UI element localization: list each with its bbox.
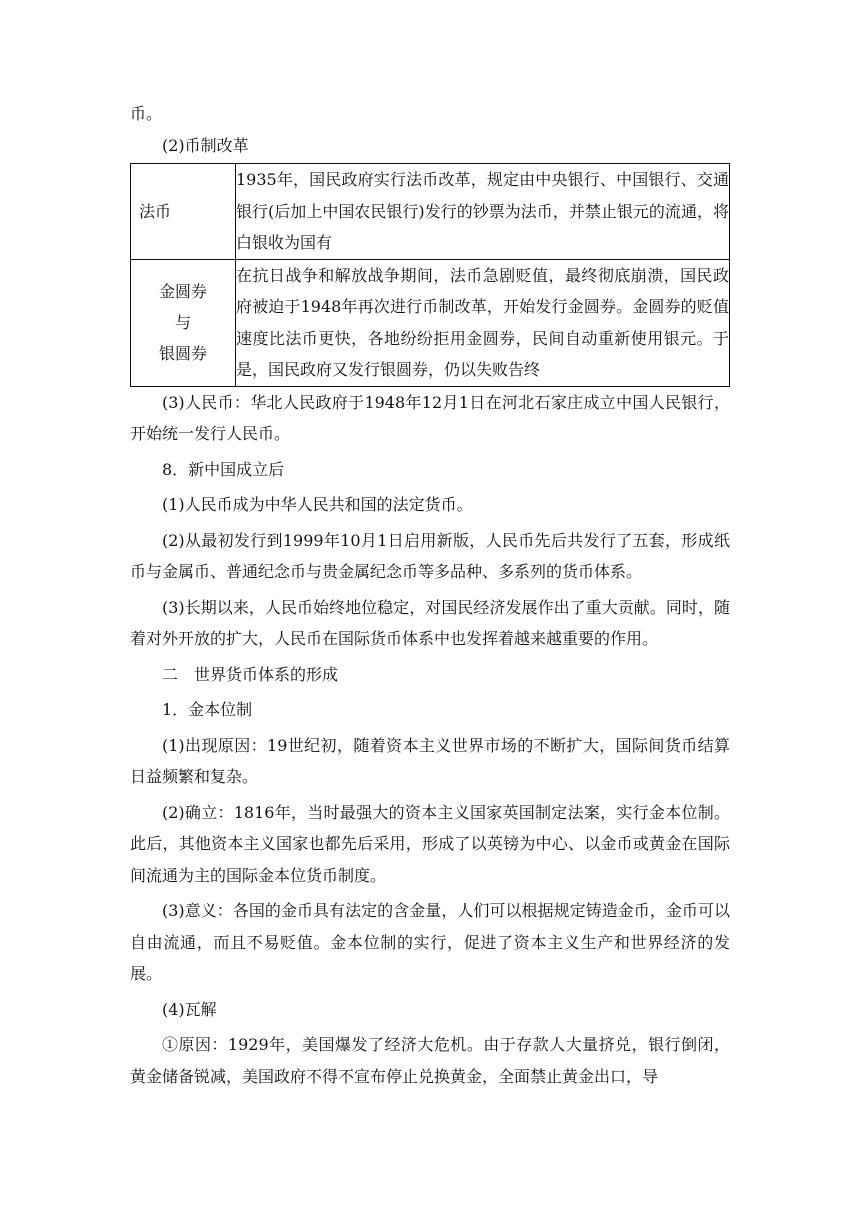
paragraph-item: ①原因：1929年，美国爆发了经济大危机。由于存款人大量挤兑，银行倒闭，黄金储备锐减，美国政府不得不宣布停止兑换黄金，全面禁止黄金出口，导 (130, 1035, 730, 1086)
paragraph-item: (3)意义：各国的金币具有法定的含金量，人们可以根据规定铸造金币，金币可以自由流通，而且不易贬值。金本位制的实行，促进了资本主义生产和世界经济的发展。 (130, 901, 730, 983)
term-jinyuanquan: 金圆券 (158, 282, 207, 301)
paragraph-item: (3)长期以来，人民币始终地位稳定，对国民经济发展作出了重大贡献。同时，随着对外开放的扩大，人民币在国际货币体系中也发挥着越来越重要的作用。 (130, 597, 730, 648)
term-fabi: 法币 (139, 201, 172, 221)
paragraph-continuation: 币。 (130, 104, 163, 123)
section-heading-world-currency: 二 世界货币体系的形成 (162, 664, 339, 684)
table-row (131, 164, 730, 260)
table-row (131, 259, 730, 386)
currency-reform-table (130, 163, 730, 387)
table-desc-cell: 在抗日战争和解放战争期间，法币急剧贬值，最终彻底崩溃，国民政府被迫于1948年再次进行币制改革，开始发行金圆券。金圆券的贬值速度比法币更快，各地纷纷拒用金圆券，民间自动重新使用银元。于是，国民政府又发行银圆券，仍以失败告终 (236, 259, 730, 386)
paragraph-item: (1)人民币成为中华人民共和国的法定货币。 (162, 495, 473, 514)
subheading-collapse: (4)瓦解 (162, 999, 217, 1019)
table-term-cell (131, 259, 236, 386)
heading-gold-standard: 1．金本位制 (162, 700, 253, 719)
paragraph-item: (2)从最初发行到1999年10月1日启用新版，人民币先后共发行了五套，形成纸币与金属币、普通纪念币与贵金属纪念币等多品种、多系列的货币体系。 (130, 530, 730, 581)
table-desc-cell: 1935年，国民政府实行法币改革，规定由中央银行、中国银行、交通银行(后加上中国农民银行)发行的钞票为法币，并禁止银元的流通，将白银收为国有 (236, 164, 730, 260)
paragraph-rmb: (3)人民币：华北人民政府于1948年12月1日在河北石家庄成立中国人民银行，开始统一发行人民币。 (130, 392, 730, 443)
subheading-currency-reform: (2)币制改革 (162, 135, 249, 155)
heading-new-china: 8．新中国成立后 (162, 459, 285, 479)
paragraph-item: (1)出现原因：19世纪初，随着资本主义世界市场的不断扩大，国际间货币结算日益频繁和复杂。 (130, 735, 730, 786)
document-page (130, 98, 730, 1092)
term-yinyuanquan: 银圆券 (158, 344, 207, 363)
table-term-cell (131, 164, 236, 260)
term-and: 与 (174, 313, 191, 332)
paragraph-item: (2)确立：1816年，当时最强大的资本主义国家英国制定法案，实行金本位制。此后，其他资本主义国家也都先后采用，形成了以英镑为中心、以金币或黄金在国际间流通为主的国际金本位货币制度。 (130, 802, 730, 885)
